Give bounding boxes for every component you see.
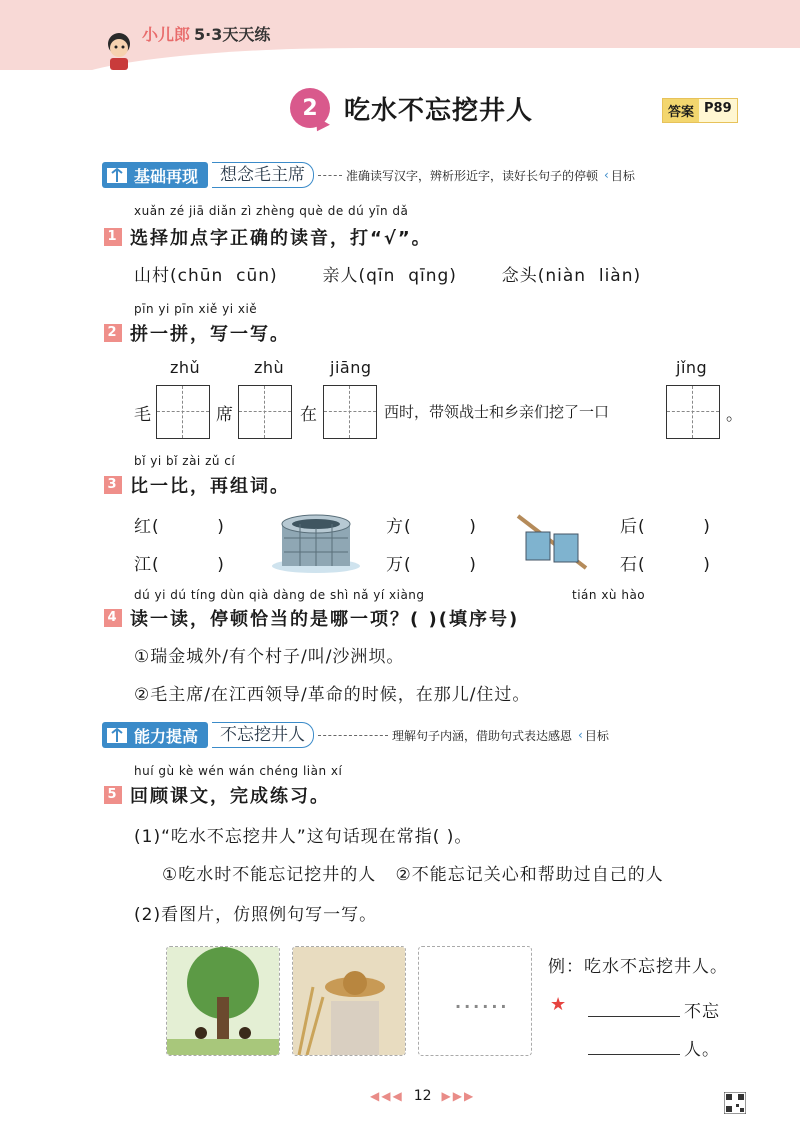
- q5-example: 例：吃水不忘挖井人。: [548, 957, 728, 977]
- book-icon: [106, 165, 128, 185]
- section-header-basic: 基础再现 想念毛主席 准确读写汉字，辨析形近字，读好长句子的停顿 ‹ 目标: [102, 160, 635, 190]
- q3-item-4: 万( ): [386, 555, 477, 575]
- q2-pinyin-2: zhù: [254, 358, 285, 377]
- q5-title: 5 回顾课文，完成练习。: [104, 782, 330, 808]
- writing-box-4[interactable]: [666, 385, 720, 439]
- writing-box-2[interactable]: [238, 385, 292, 439]
- q5-fill-text-1: 不忘: [684, 1002, 720, 1022]
- q2-pinyin-1: zhǔ: [170, 358, 201, 377]
- q5-part1-options: ①吃水时不能忘记挖井的人 ②不能忘记关心和帮助过自己的人: [162, 865, 664, 885]
- q2-char-2: 席: [216, 405, 234, 425]
- q2-pinyin-4: jǐng: [676, 358, 708, 377]
- q5-pinyin: huí gù kè wén wán chéng liàn xí: [134, 764, 343, 778]
- q3-item-1: 红( ): [134, 517, 225, 537]
- tree-picture: [166, 946, 280, 1056]
- q2-pinyin: pīn yi pīn xiě yi xiě: [134, 302, 258, 316]
- page-footer: ◀◀◀ 12 ▶▶▶: [370, 1088, 476, 1104]
- book-icon: [106, 725, 128, 745]
- q2-char-3: 在: [300, 405, 318, 425]
- well-illustration: [270, 508, 362, 574]
- q2-char-1: 毛: [134, 405, 152, 425]
- q3-item-6: 石( ): [620, 555, 711, 575]
- q4-option-2: ②毛主席/在江西领导/革命的时候，在那儿/住过。: [134, 685, 531, 705]
- q5-part2: (2)看图片，仿照例句写一写。: [134, 905, 378, 925]
- star-icon: ★: [550, 994, 567, 1015]
- q4-option-1: ①瑞金城外/有个村子/叫/沙洲坝。: [134, 647, 405, 667]
- q3-pinyin: bǐ yi bǐ zài zǔ cí: [134, 454, 236, 468]
- q2-sentence: 西时，带领战士和乡亲们挖了一口: [384, 403, 610, 421]
- q2-pinyin-3: jiāng: [330, 358, 372, 377]
- q4-title: 4 读一读，停顿恰当的是哪一项？( )(填序号): [104, 605, 519, 631]
- qr-code-icon: [724, 1092, 746, 1114]
- lesson-number: 2: [290, 88, 330, 128]
- q3-title: 3 比一比，再组词。: [104, 472, 290, 498]
- q1-title: 1 选择加点字正确的读音，打“√”。: [104, 224, 432, 250]
- boy-mascot-icon: [100, 30, 138, 70]
- q5-part1: (1)“吃水不忘挖井人”这句话现在常指( )。: [134, 827, 473, 847]
- fill-blank-1[interactable]: [588, 1016, 680, 1017]
- q3-item-5: 后( ): [620, 517, 711, 537]
- q3-item-3: 方( ): [386, 517, 477, 537]
- brand-logo: 小儿郎 5·3天天练: [142, 25, 271, 44]
- q1-options: 山村(chūn cūn) 亲人(qīn qīng) 念头(niàn liàn): [134, 266, 642, 286]
- section-header-advanced: 能力提高 不忘挖井人 理解句子内涵，借助句式表达感恩 ‹ 目标: [102, 720, 609, 750]
- q4-pinyin: dú yi dú tíng dùn qià dàng de shì nǎ yí xiàng: [134, 588, 425, 602]
- page-number: 12: [413, 1088, 432, 1104]
- blank-picture: [418, 946, 532, 1056]
- ellipsis-dots: ......: [455, 993, 510, 1012]
- buckets-illustration: [516, 510, 588, 572]
- q5-fill-text-2: 人。: [684, 1040, 720, 1060]
- writing-box-3[interactable]: [323, 385, 377, 439]
- q2-end: 。: [726, 405, 744, 425]
- fill-blank-2[interactable]: [588, 1054, 680, 1055]
- lesson-title: [290, 88, 533, 128]
- lesson-heading: 吃水不忘挖井人: [344, 95, 534, 126]
- q1-pinyin: xuǎn zé jiā diǎn zì zhèng què de dú yīn dǎ: [134, 204, 409, 218]
- writing-box-1[interactable]: [156, 385, 210, 439]
- answer-ref: 答案 P89: [662, 98, 738, 123]
- farmer-picture: [292, 946, 406, 1056]
- q2-title: 2 拼一拼，写一写。: [104, 320, 290, 346]
- q3-item-2: 江( ): [134, 555, 225, 575]
- q4-pinyin-2: tián xù hào: [572, 588, 646, 602]
